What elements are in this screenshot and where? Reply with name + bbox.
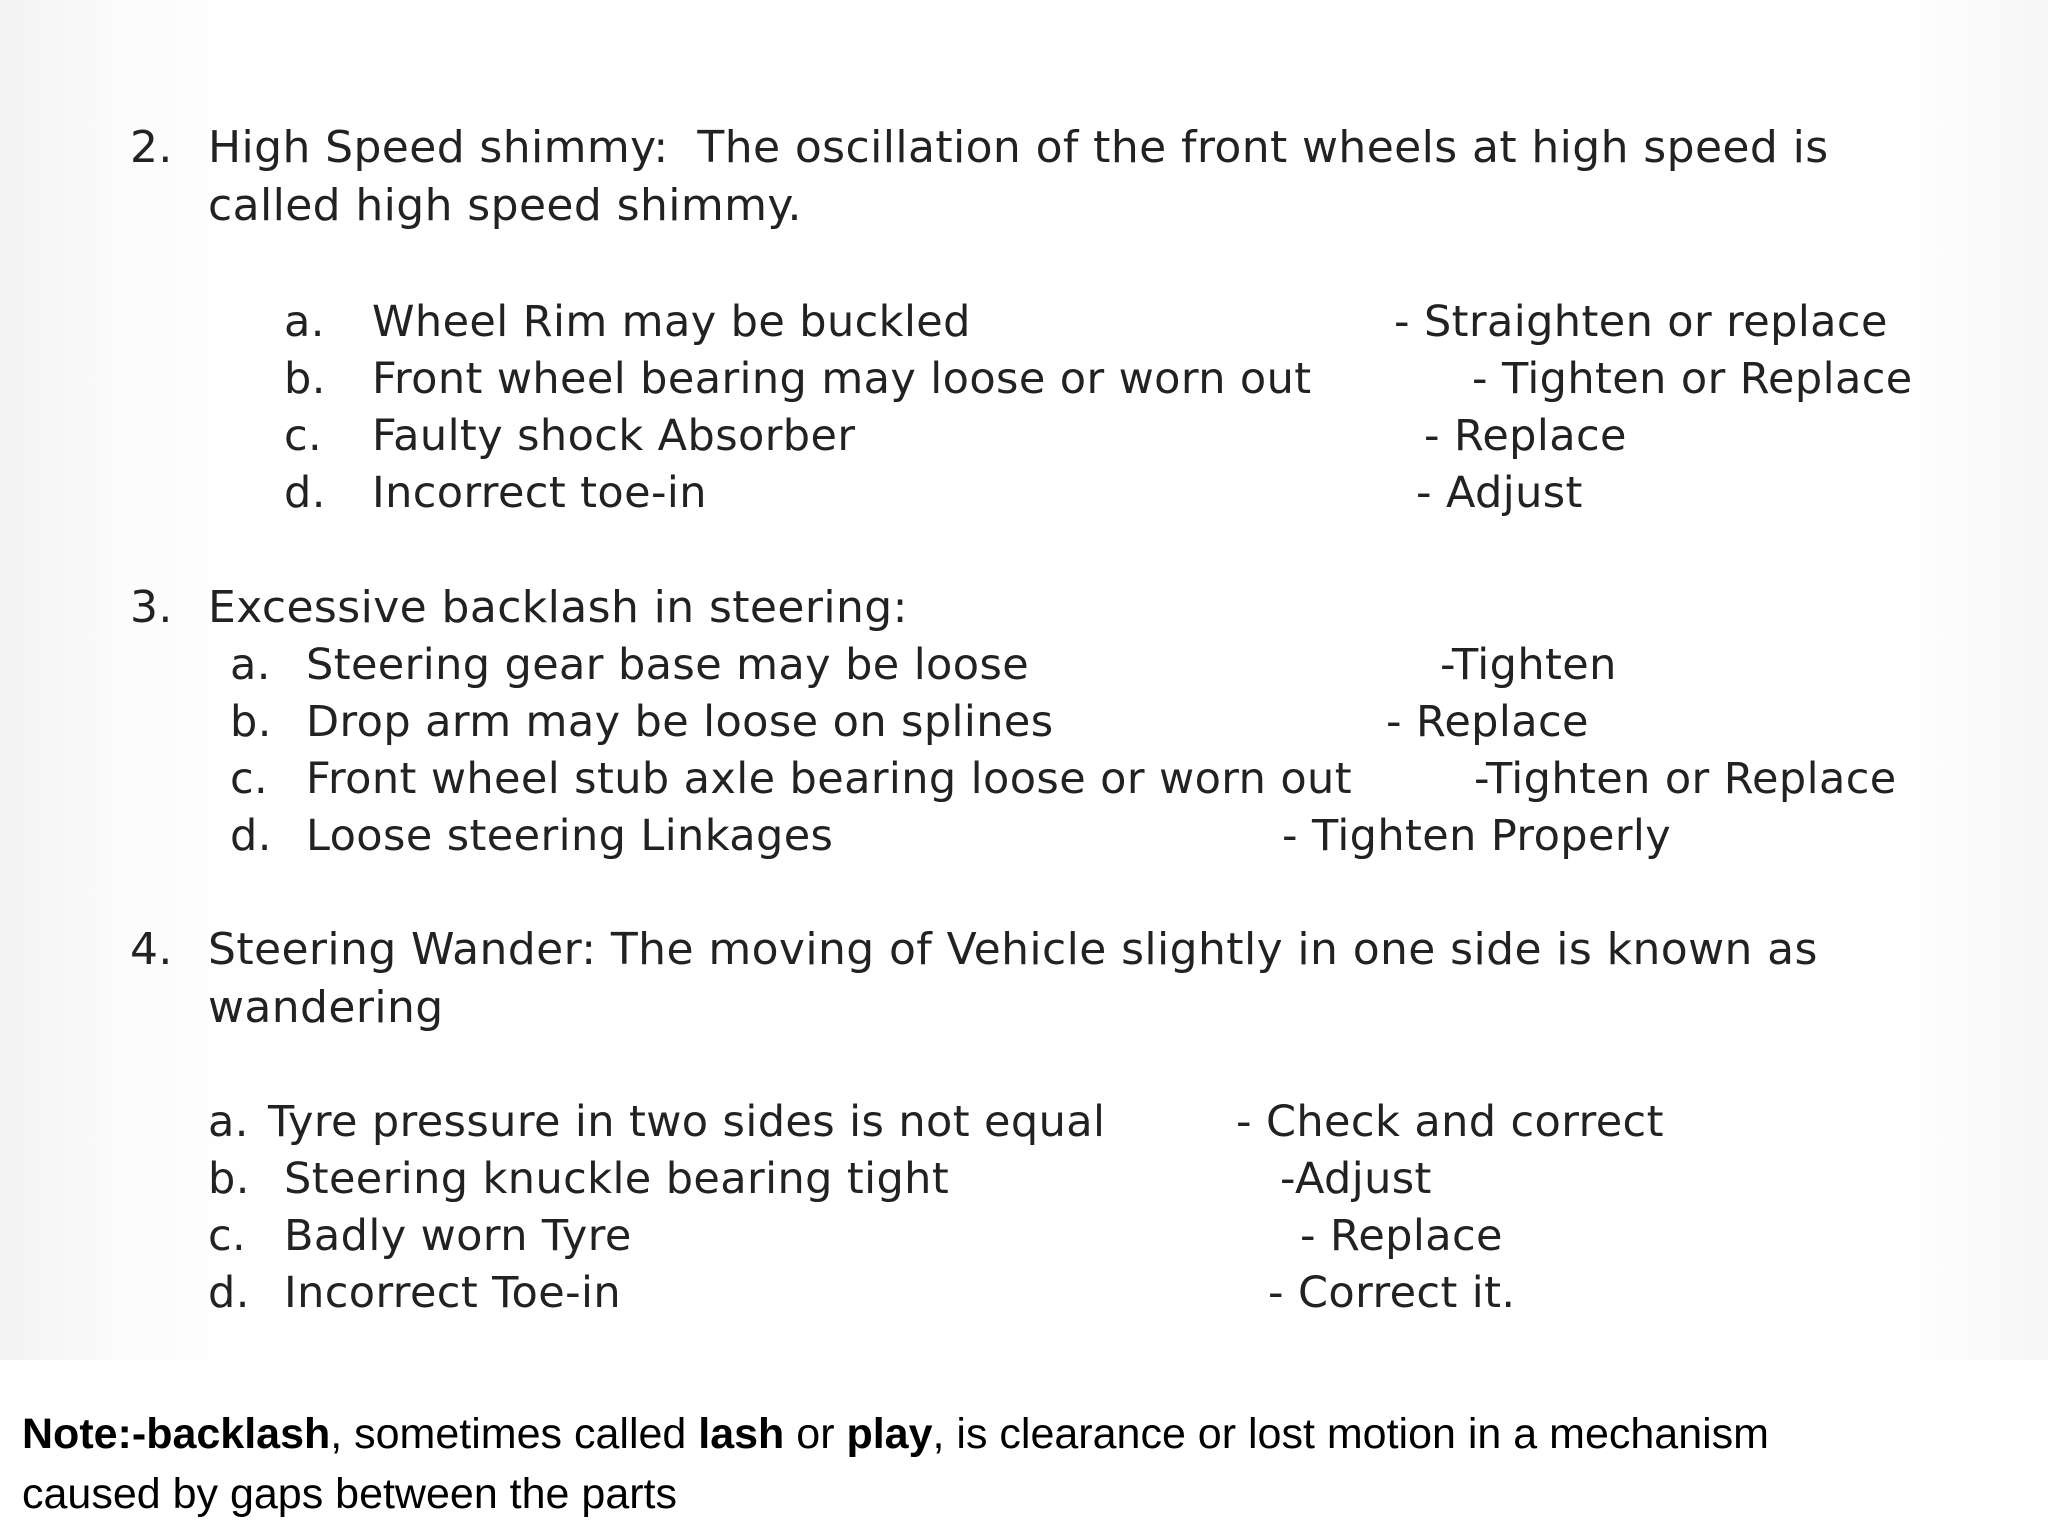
section-4-heading-cont: wandering [208,982,444,1033]
note-term-play: play [846,1410,933,1458]
s3-item-b-cause: Drop arm may be loose on splines [306,697,1054,747]
note-line-2: caused by gaps between the parts [22,1470,677,1518]
s3-item-c-remedy: -Tighten or Replace [1474,754,1897,804]
s3-item-d-letter: d. [230,811,272,861]
note-text-2: or [784,1410,847,1458]
s2-item-b-letter: b. [284,354,326,404]
s2-item-d-letter: d. [284,468,326,518]
s3-item-d-remedy: - Tighten Properly [1282,811,1672,861]
s3-item-c-letter: c. [230,754,269,804]
section-3-number: 3. [130,582,173,633]
s2-item-a-cause: Wheel Rim may be buckled [372,297,971,347]
section-3-heading: Excessive backlash in steering: [208,582,908,633]
note-term-lash: lash [698,1410,785,1458]
note-text-3: , is clearance or lost motion in a mechanism [932,1410,1769,1458]
s4-item-b-remedy: -Adjust [1280,1154,1432,1204]
s3-item-b-letter: b. [230,697,272,747]
note-line-1 [22,1404,1769,1464]
note-label: Note:-backlash [22,1410,331,1458]
s2-item-c-remedy: - Replace [1424,411,1627,461]
s4-item-a-cause: Tyre pressure in two sides is not equal [268,1097,1106,1147]
s4-item-d-letter: d. [208,1268,250,1318]
s4-item-c-letter: c. [208,1211,247,1261]
s2-item-a-remedy: - Straighten or replace [1394,297,1888,347]
s4-item-d-remedy: - Correct it. [1268,1268,1516,1318]
s2-item-a-letter: a. [284,297,325,347]
section-2-heading: High Speed shimmy: The oscillation of the front wheels at high speed is [208,122,1829,173]
s2-item-b-cause: Front wheel bearing may loose or worn out [372,354,1312,404]
section-4-heading: Steering Wander: The moving of Vehicle slightly in one side is known as [208,924,1818,975]
s3-item-a-remedy: -Tighten [1440,640,1617,690]
s2-item-c-letter: c. [284,411,323,461]
section-2-number: 2. [130,122,173,173]
section-4-number: 4. [130,924,173,975]
s3-item-c-cause: Front wheel stub axle bearing loose or worn out [306,754,1352,804]
section-2-heading-cont: called high speed shimmy. [208,180,802,231]
s4-item-c-cause: Badly worn Tyre [284,1211,632,1261]
s2-item-d-remedy: - Adjust [1416,468,1583,518]
s2-item-b-remedy: - Tighten or Replace [1472,354,1913,404]
s3-item-b-remedy: - Replace [1386,697,1589,747]
s4-item-a-remedy: - Check and correct [1236,1097,1664,1147]
s4-item-a-letter: a. [208,1097,249,1147]
s4-item-c-remedy: - Replace [1300,1211,1503,1261]
s2-item-c-cause: Faulty shock Absorber [372,411,856,461]
s3-item-a-letter: a. [230,640,271,690]
s3-item-d-cause: Loose steering Linkages [306,811,834,861]
s4-item-b-cause: Steering knuckle bearing tight [284,1154,950,1204]
s2-item-d-cause: Incorrect toe-in [372,468,707,518]
s4-item-b-letter: b. [208,1154,250,1204]
note-text-1: , sometimes called [330,1410,699,1458]
s4-item-d-cause: Incorrect Toe-in [284,1268,622,1318]
s3-item-a-cause: Steering gear base may be loose [306,640,1030,690]
